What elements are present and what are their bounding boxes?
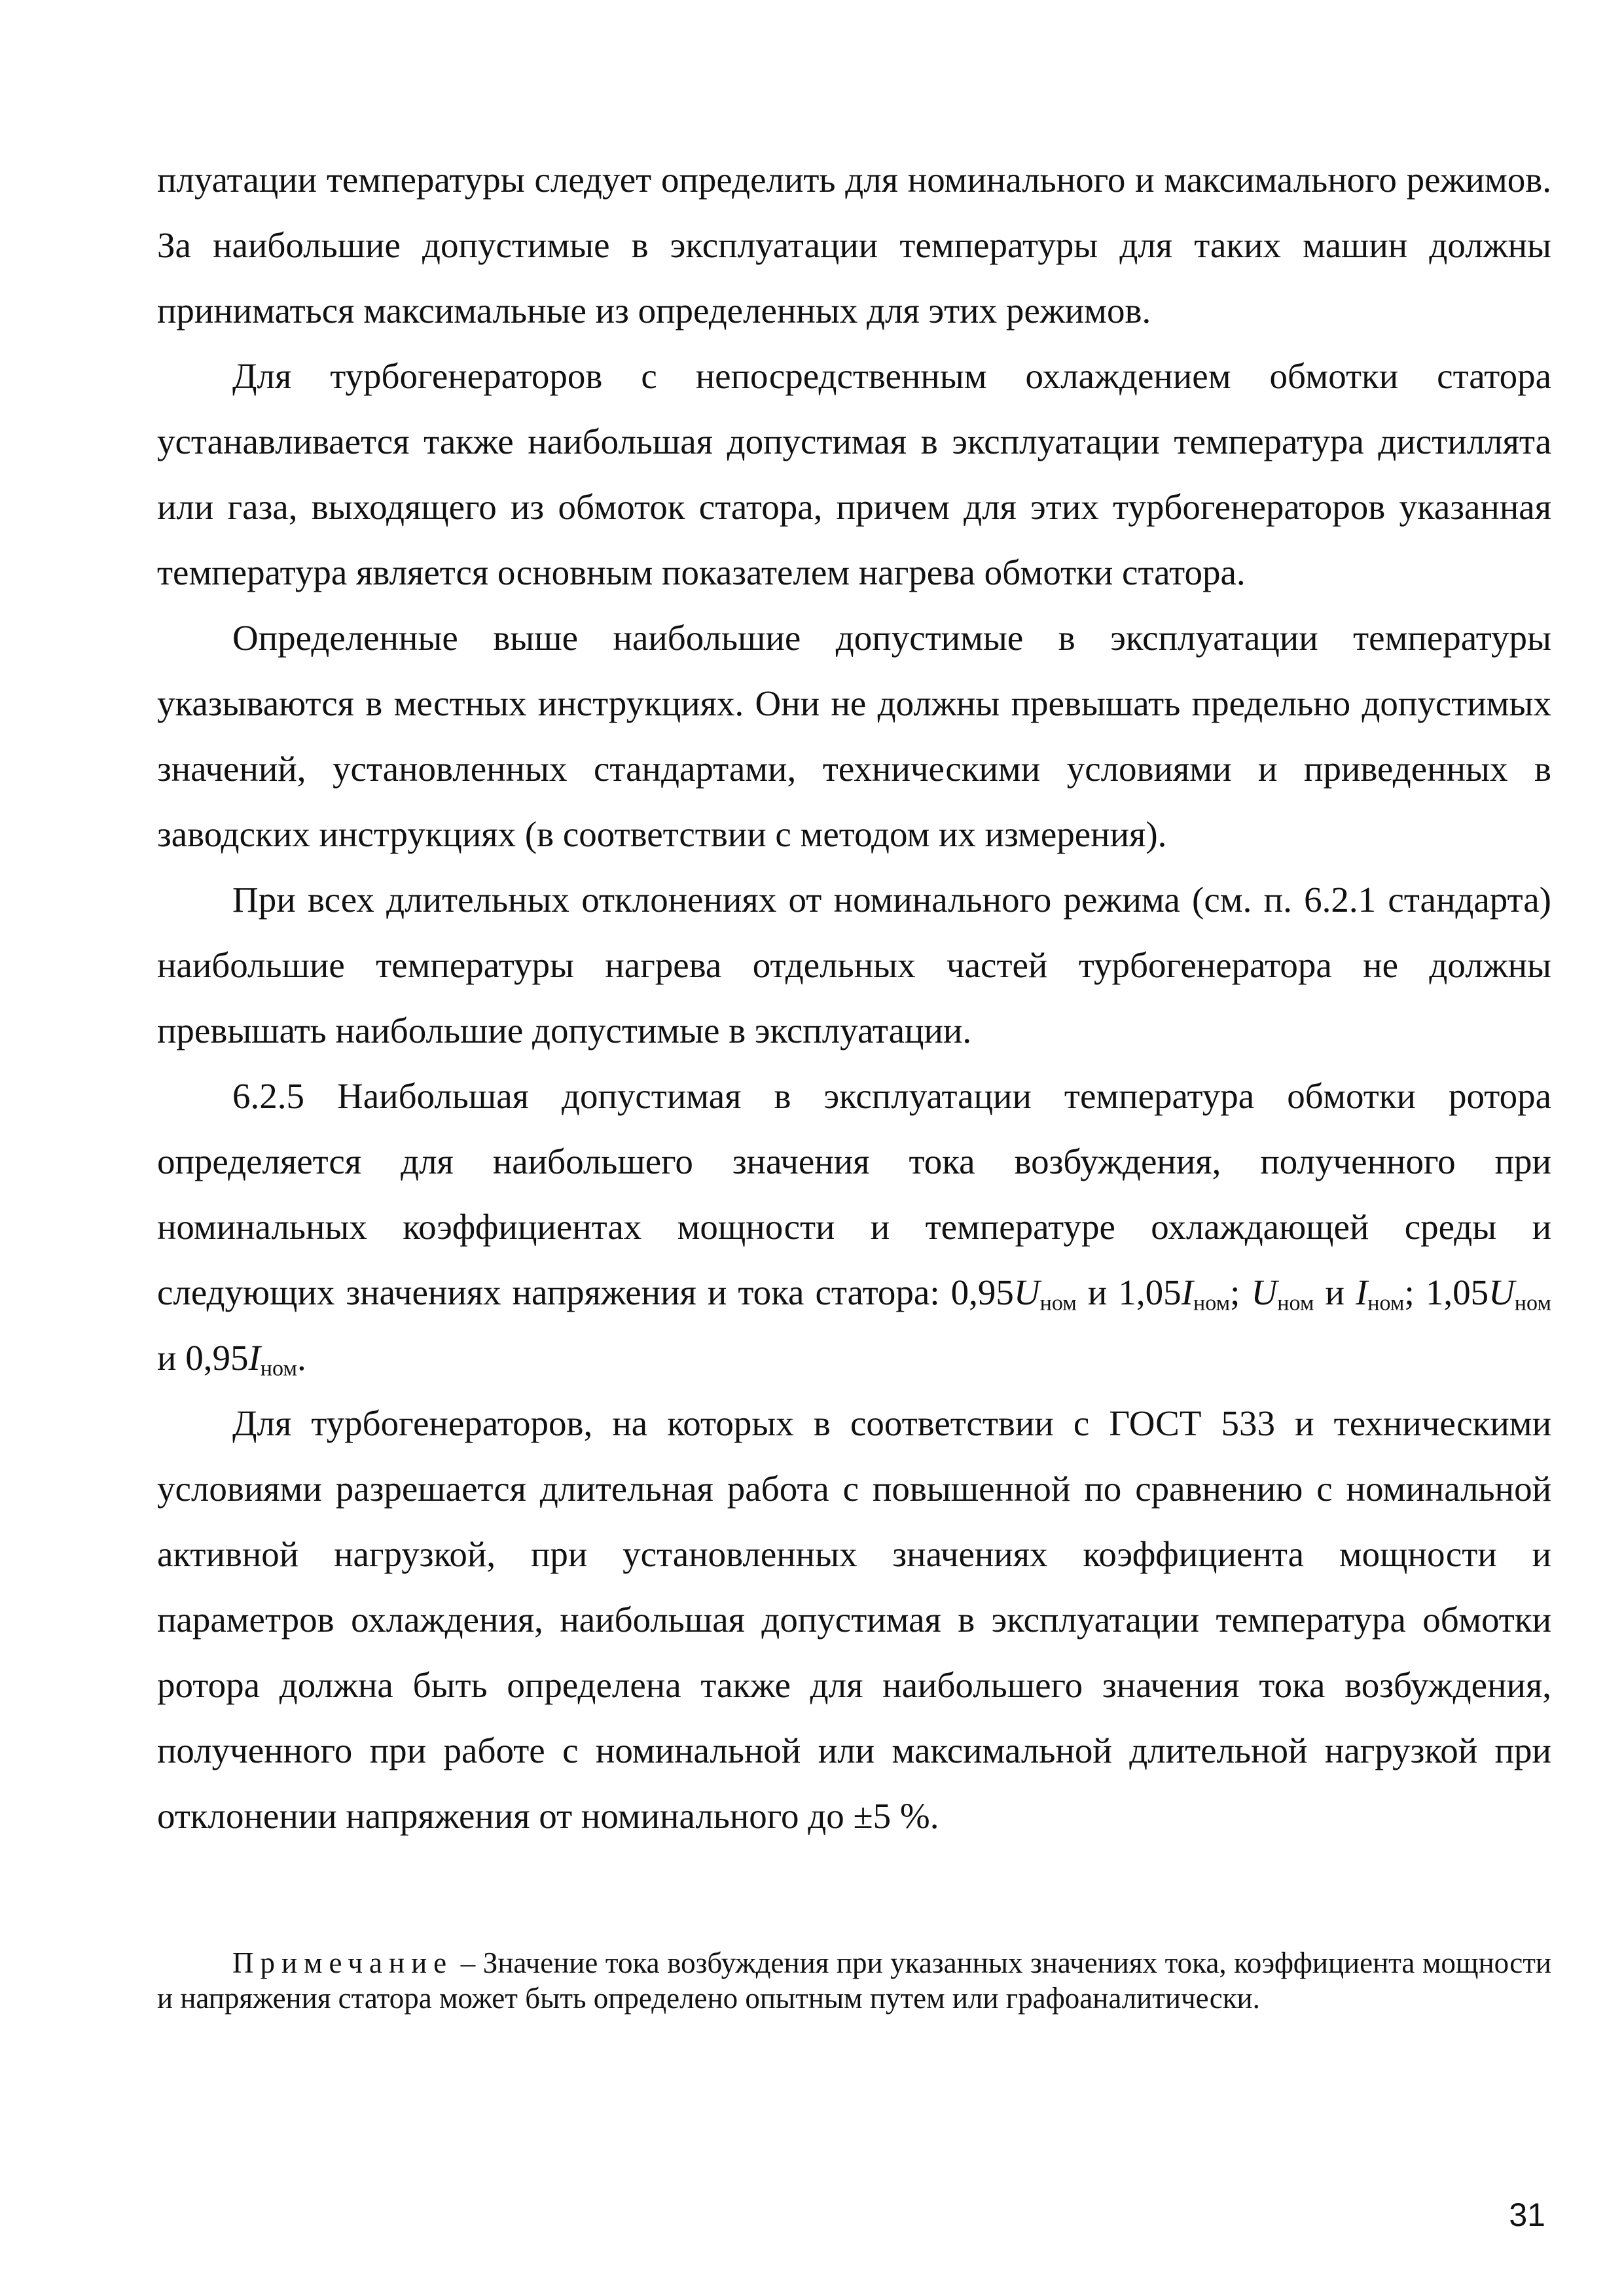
formula-current-symbol: I <box>1355 1272 1368 1312</box>
paragraph-3: Определенные выше наибольшие допустимые в эксплуатации температуры указываются в местных инструкциях. Они не должны превышать предельно допустимых значений, установленных стандартами, техническими условиями и приведенных в заводских инструкциях (в соответствии с методом их измерения). <box>157 618 1551 854</box>
formula-and: и <box>1076 1272 1119 1312</box>
formula-separator: ; <box>1230 1272 1252 1312</box>
formula-nom-subscript: ном <box>260 1356 297 1381</box>
formula-nom-subscript: ном <box>1039 1291 1077 1316</box>
formula-voltage-symbol: U <box>1489 1272 1515 1312</box>
note-text: – Значение тока возбуждения при указанных значениях тока, коэффициента мощности и напряжения статора может быть определено опытным путем или графоаналитически. <box>157 1946 1551 2015</box>
formula-end: . <box>297 1338 306 1378</box>
note-label: Примечание <box>232 1946 454 1979</box>
formula-nom-subscript: ном <box>1367 1291 1405 1316</box>
formula-nom-subscript: ном <box>1277 1291 1314 1316</box>
body-text <box>157 147 1551 1849</box>
formula-voltage-symbol: U <box>1013 1272 1040 1312</box>
formula-current-symbol: I <box>248 1338 261 1378</box>
paragraph-4: При всех длительных отклонениях от номинального режима (см. п. 6.2.1 стандарта) наибольшие температуры нагрева отдельных частей турбогенератора не должны превышать наибольшие допустимые в эксплуатации. <box>157 880 1551 1050</box>
paragraph-6-2-5 <box>157 1064 1551 1391</box>
note <box>157 1945 1551 2016</box>
formula-coef-2: 1,05 <box>1118 1272 1182 1312</box>
formula-nom-subscript: ном <box>1193 1291 1231 1316</box>
paragraph-2: Для турбогенераторов с непосредственным охлаждением обмотки статора устанавливается также наибольшая допустимая в эксплуатации температура дистиллята или газа, выходящего из обмоток статора, причем для этих турбогенераторов указанная температура является основным показателем нагрева обмотки статора. <box>157 356 1551 592</box>
formula-and: и <box>1314 1272 1356 1312</box>
formula-separator: ; <box>1404 1272 1426 1312</box>
paragraph-1: плуатации температуры следует определить для номинального и максимального режимов. За наибольшие допустимые в эксплуатации температуры для таких машин должны приниматься максимальные из определенных для этих режимов. <box>157 160 1551 331</box>
formula-coef-1: 0,95 <box>950 1272 1014 1312</box>
formula-coef-3: 1,05 <box>1425 1272 1489 1312</box>
formula-nom-subscript: ном <box>1514 1291 1551 1316</box>
page-number: 31 <box>1509 2197 1545 2233</box>
formula-voltage-symbol: U <box>1251 1272 1278 1312</box>
paragraph-6-2-5-text: 6.2.5 Наибольшая допустимая в эксплуатации температура обмотки ротора определяется для наибольшего значения тока возбуждения, полученного при номинальных коэффициентах мощности и температуре охлаждающей среды и следующих значениях напряжения и тока статора: <box>157 1076 1551 1312</box>
formula-and: и <box>157 1338 186 1378</box>
formula-coef-4: 0,95 <box>185 1338 249 1378</box>
paragraph-6: Для турбогенераторов, на которых в соответствии с ГОСТ 533 и техническими условиями разрешается длительная работа с повышенной по сравнению с номинальной активной нагрузкой, при установленных значениях коэффициента мощности и параметров охлаждения, наибольшая допустимая в эксплуатации температура обмотки ротора должна быть определена также для наибольшего значения тока возбуждения, полученного при работе с номинальной или максимальной длительной нагрузкой при отклонении напряжения от номинального до ±5 %. <box>157 1403 1551 1836</box>
formula-current-symbol: I <box>1181 1272 1193 1312</box>
